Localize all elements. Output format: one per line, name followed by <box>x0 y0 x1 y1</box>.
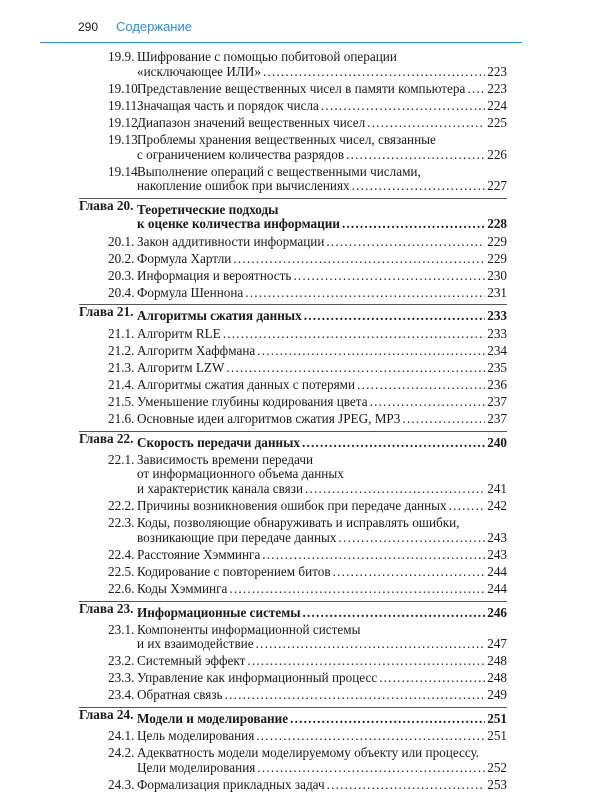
page-ref: 233 <box>487 308 507 324</box>
entry-title <box>137 412 507 427</box>
entry-title <box>137 235 507 250</box>
entry-number: 23.4. <box>108 687 135 703</box>
dot-leader <box>256 637 486 652</box>
entry-title <box>137 623 507 652</box>
page-ref: 249 <box>487 687 507 703</box>
dot-leader <box>467 82 485 97</box>
toc-section-entry[interactable] <box>79 327 507 342</box>
entry-title <box>137 395 507 410</box>
entry-title-line: Алгоритм Хаффмана <box>137 342 256 358</box>
entry-title-line: Формула Шеннона <box>137 284 244 300</box>
page-ref: 241 <box>487 480 507 496</box>
entry-title-line: накопление ошибок при вычислениях <box>137 178 350 194</box>
dot-leader <box>233 252 485 267</box>
toc-section-entry[interactable] <box>79 344 507 359</box>
entry-title <box>137 499 507 514</box>
entry-title-line: Цели моделирования <box>137 759 256 775</box>
toc-section-entry[interactable] <box>79 361 507 376</box>
entry-title <box>137 203 507 232</box>
entry-title <box>137 548 507 563</box>
entry-title-line: Алгоритмы сжатия данных с потерями <box>137 376 356 392</box>
entry-title-line: Причины возникновения ошибок при передаче данных <box>137 497 447 513</box>
entry-title <box>137 688 507 703</box>
toc-chapter-entry[interactable] <box>79 431 507 451</box>
entry-title-line: Алгоритм LZW <box>137 359 225 375</box>
toc-section-entry[interactable] <box>79 165 507 194</box>
page-ref: 253 <box>487 776 507 792</box>
entry-number: 19.10. <box>108 80 141 96</box>
dot-leader <box>402 412 485 427</box>
entry-title <box>137 50 507 79</box>
entry-number: 19.12. <box>108 114 141 130</box>
dot-leader <box>342 217 485 232</box>
dot-leader <box>303 606 486 621</box>
entry-title-line: возникающие при передаче данных <box>137 529 337 545</box>
toc-section-entry[interactable] <box>79 378 507 393</box>
entry-title-line: «исключающее ИЛИ» <box>137 63 261 79</box>
entry-title-line: Шифрование с помощью побитовой операции <box>137 49 397 64</box>
page-ref: 227 <box>487 178 507 194</box>
entry-title-line: и характеристик канала связи <box>137 480 304 496</box>
page-ref: 240 <box>487 434 507 450</box>
entry-title-line: Выполнение операций с вещественными числами, <box>137 163 421 179</box>
entry-number: 21.6. <box>108 410 135 426</box>
toc-section-entry[interactable] <box>79 453 507 497</box>
toc-section-entry[interactable] <box>79 82 507 97</box>
page-ref: 228 <box>487 216 507 232</box>
page-ref: 244 <box>487 563 507 579</box>
entry-number: 21.2. <box>108 342 135 358</box>
toc-section-entry[interactable] <box>79 688 507 703</box>
toc-section-entry[interactable] <box>79 412 507 427</box>
entry-number: Глава 20. <box>79 197 134 213</box>
entry-number: 24.3. <box>108 776 135 792</box>
page-ref: 230 <box>487 267 507 283</box>
entry-title-line: Компоненты информационной системы <box>137 621 361 637</box>
entry-title-line: Зависимость времени передачи <box>137 451 314 467</box>
toc-section-entry[interactable] <box>79 252 507 267</box>
entry-title <box>137 565 507 580</box>
entry-title <box>137 269 507 284</box>
entry-number: 20.4. <box>108 284 135 300</box>
toc-section-entry[interactable] <box>79 99 507 114</box>
entry-number: 20.1. <box>108 233 135 249</box>
entry-title-line: Представление вещественных чисел в памяти компьютера <box>137 80 466 96</box>
page-ref: 237 <box>487 410 507 426</box>
dot-leader <box>370 395 486 410</box>
dot-leader <box>290 712 485 727</box>
entry-title <box>137 99 507 114</box>
toc-chapter-entry[interactable] <box>79 304 507 324</box>
entry-title-line: Обратная связь <box>137 687 223 703</box>
dot-leader <box>245 286 485 301</box>
entry-title-line: Алгоритмы сжатия данных <box>137 308 302 324</box>
entry-title <box>137 606 507 621</box>
toc-section-entry[interactable] <box>79 269 507 284</box>
dot-leader <box>226 361 485 376</box>
dot-leader <box>263 65 485 80</box>
page-ref: 234 <box>487 342 507 358</box>
entry-title <box>137 436 507 451</box>
page-ref: 242 <box>487 497 507 513</box>
entry-number: 24.2. <box>108 745 135 761</box>
page-ref: 248 <box>487 670 507 686</box>
entry-number: 19.14. <box>108 163 141 179</box>
entry-number: 21.4. <box>108 376 135 392</box>
entry-title-line: Формализация прикладных задач <box>137 776 325 792</box>
dot-leader <box>367 116 485 131</box>
dot-leader <box>262 548 485 563</box>
dot-leader <box>327 778 486 793</box>
entry-title-line: Расстояние Хэмминга <box>137 546 261 562</box>
entry-number: 22.4. <box>108 546 135 562</box>
dot-leader <box>229 582 485 597</box>
entry-title-line: Уменьшение глубины кодирования цвета <box>137 393 368 409</box>
entry-number: Глава 22. <box>79 430 134 446</box>
entry-title-line: Диапазон значений вещественных чисел <box>137 114 366 130</box>
entry-title <box>137 361 507 376</box>
page-ref: 229 <box>487 250 507 266</box>
entry-title-line: Проблемы хранения вещественных чисел, связанные <box>137 131 436 147</box>
page-ref: 229 <box>487 233 507 249</box>
dot-leader <box>293 269 485 284</box>
page-ref: 236 <box>487 376 507 392</box>
toc-section-entry[interactable] <box>79 133 507 162</box>
entry-number: Глава 23. <box>79 600 134 616</box>
entry-title-line: Скорость передачи данных <box>137 434 300 450</box>
dot-leader <box>257 344 485 359</box>
entry-title <box>137 378 507 393</box>
entry-title <box>137 252 507 267</box>
dot-leader <box>223 327 485 342</box>
entry-number: 23.1. <box>108 621 135 637</box>
entry-title-line: от информационного объема данных <box>137 466 344 482</box>
toc-section-entry[interactable] <box>79 778 507 793</box>
entry-title <box>137 729 507 744</box>
dot-leader <box>257 761 485 776</box>
entry-number: 21.3. <box>108 359 135 375</box>
entry-title-line: Закон аддитивности информации <box>137 233 325 249</box>
page-ref: 243 <box>487 529 507 545</box>
entry-title <box>137 671 507 686</box>
entry-title <box>137 116 507 131</box>
toc-section-entry[interactable] <box>79 623 507 652</box>
entry-title <box>137 327 507 342</box>
toc-chapter-entry[interactable] <box>79 198 507 232</box>
entry-number: 20.3. <box>108 267 135 283</box>
entry-number: Глава 24. <box>79 707 134 723</box>
entry-number: 20.2. <box>108 250 135 266</box>
entry-title <box>137 582 507 597</box>
dot-leader <box>379 671 485 686</box>
entry-number: 19.9. <box>108 49 135 64</box>
dot-leader <box>449 499 486 514</box>
entry-title <box>137 746 507 775</box>
page-ref: 246 <box>487 604 507 620</box>
table-of-contents <box>79 50 507 795</box>
toc-section-entry[interactable] <box>79 729 507 744</box>
entry-title-line: Адекватность модели моделируемому объекту или процессу. <box>137 745 480 761</box>
toc-section-entry[interactable] <box>79 116 507 131</box>
toc-section-entry[interactable] <box>79 671 507 686</box>
entry-title-line: Формула Хартли <box>137 250 232 266</box>
entry-number: 21.5. <box>108 393 135 409</box>
entry-title-line: Коды Хэмминга <box>137 580 228 596</box>
page-ref: 226 <box>487 146 507 162</box>
dot-leader <box>352 179 486 194</box>
page-ref: 247 <box>487 636 507 652</box>
dot-leader <box>305 482 485 497</box>
entry-number: 23.2. <box>108 653 135 669</box>
entry-title-line: Модели и моделирование <box>137 711 289 727</box>
entry-number: 23.3. <box>108 670 135 686</box>
entry-title-line: с ограничением количества разрядов <box>137 146 345 162</box>
entry-number: 22.1. <box>108 451 135 467</box>
toc-chapter-entry[interactable] <box>79 601 507 621</box>
dot-leader <box>304 309 486 324</box>
dot-leader <box>247 654 485 669</box>
entry-title-line: и их взаимодействие <box>137 636 254 652</box>
entry-title <box>137 309 507 324</box>
page-ref: 251 <box>487 711 507 727</box>
entry-title <box>137 82 507 97</box>
page-number: 290 <box>78 20 99 34</box>
entry-title <box>137 712 507 727</box>
entry-title <box>137 778 507 793</box>
page-ref: 223 <box>487 80 507 96</box>
dot-leader <box>256 729 485 744</box>
entry-title <box>137 516 507 545</box>
toc-section-entry[interactable] <box>79 516 507 545</box>
entry-title-line: Кодирование с повторением битов <box>137 563 331 579</box>
entry-title <box>137 344 507 359</box>
toc-section-entry[interactable] <box>79 286 507 301</box>
entry-title-line: Системный эффект <box>137 653 246 669</box>
entry-number: 19.13. <box>108 131 141 147</box>
entry-title <box>137 654 507 669</box>
entry-title <box>137 453 507 497</box>
page-ref: 231 <box>487 284 507 300</box>
toc-section-entry[interactable] <box>79 746 507 775</box>
page-ref: 248 <box>487 653 507 669</box>
entry-number: 21.1. <box>108 325 135 341</box>
entry-title-line: Значащая часть и порядок числа <box>137 97 319 113</box>
dot-leader <box>333 565 486 580</box>
toc-section-entry[interactable] <box>79 582 507 597</box>
entry-title-line: Управление как информационный процесс <box>137 670 378 686</box>
page-ref: 244 <box>487 580 507 596</box>
running-title: Содержание <box>116 19 192 34</box>
entry-title <box>137 165 507 194</box>
page-ref: 252 <box>487 759 507 775</box>
entry-title-line: Основные идеи алгоритмов сжатия JPEG, MP3 <box>137 410 401 426</box>
entry-title-line: Теоретические подходы <box>137 201 279 217</box>
entry-number: 22.5. <box>108 563 135 579</box>
page-ref: 243 <box>487 546 507 562</box>
entry-title-line: Алгоритм RLE <box>137 325 221 341</box>
entry-number: 19.11. <box>108 97 141 113</box>
toc-chapter-entry[interactable] <box>79 707 507 727</box>
dot-leader <box>321 99 485 114</box>
entry-title <box>137 286 507 301</box>
entry-number: Глава 21. <box>79 304 134 320</box>
page-ref: 237 <box>487 393 507 409</box>
entry-number: 22.2. <box>108 497 135 513</box>
dot-leader <box>302 436 485 451</box>
toc-section-entry[interactable] <box>79 654 507 669</box>
page-ref: 233 <box>487 325 507 341</box>
entry-title-line: Информация и вероятность <box>137 267 292 283</box>
entry-title <box>137 133 507 162</box>
dot-leader <box>346 148 485 163</box>
page-header <box>40 18 522 43</box>
page-ref: 251 <box>487 728 507 744</box>
toc-section-entry[interactable] <box>79 499 507 514</box>
dot-leader <box>225 688 486 703</box>
dot-leader <box>357 378 485 393</box>
page-ref: 224 <box>487 97 507 113</box>
entry-number: 22.6. <box>108 580 135 596</box>
entry-number: 24.1. <box>108 728 135 744</box>
toc-section-entry[interactable] <box>79 395 507 410</box>
entry-title-line: Коды, позволяющие обнаруживать и исправлять ошибки, <box>137 515 460 531</box>
toc-section-entry[interactable] <box>79 50 507 79</box>
entry-title-line: к оценке количества информации <box>137 216 340 232</box>
page-ref: 223 <box>487 63 507 79</box>
entry-number: 22.3. <box>108 515 135 531</box>
page-ref: 225 <box>487 114 507 130</box>
toc-section-entry[interactable] <box>79 565 507 580</box>
page-ref: 235 <box>487 359 507 375</box>
toc-section-entry[interactable] <box>79 548 507 563</box>
dot-leader <box>338 531 485 546</box>
dot-leader <box>326 235 485 250</box>
entry-title-line: Информационные системы <box>137 604 301 620</box>
entry-title-line: Цель моделирования <box>137 728 255 744</box>
toc-section-entry[interactable] <box>79 235 507 250</box>
